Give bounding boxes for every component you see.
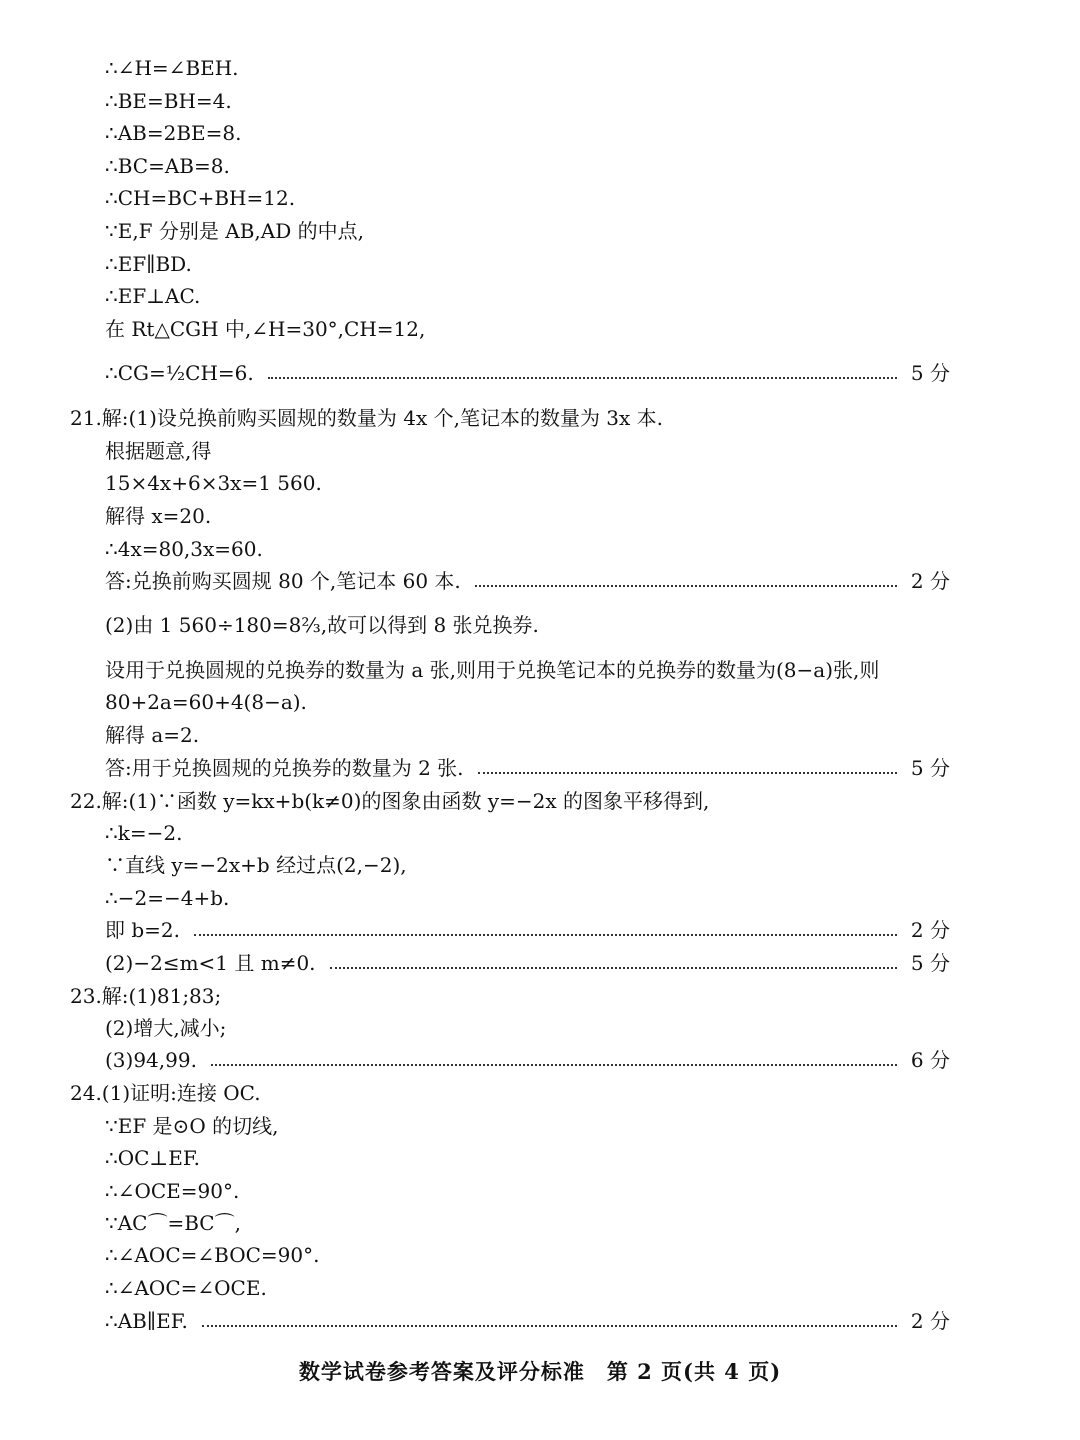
text-line: 在 Rt△CGH 中,∠H=30°,CH=12, xyxy=(105,317,426,341)
text-line: 答:兑换前购买圆规 80 个,笔记本 60 本. xyxy=(105,569,461,593)
text-line: ∴AB=2BE=8. xyxy=(105,121,242,145)
score-label: 5 分 xyxy=(910,756,950,780)
text-line: 15×4x+6×3x=1 560. xyxy=(105,471,322,495)
score-line xyxy=(105,360,950,386)
text-line: ∴∠OCE=90°. xyxy=(105,1179,240,1203)
leader-dots xyxy=(202,1325,897,1327)
score-label: 6 分 xyxy=(910,1048,950,1072)
text-line: (2)−2≤m<1 且 m≠0. xyxy=(105,951,316,975)
leader-dots xyxy=(330,967,897,969)
text-line: 解得 x=20. xyxy=(105,504,212,528)
score-label: 5 分 xyxy=(910,951,950,975)
text-line: ∵直线 y=−2x+b 经过点(2,−2), xyxy=(105,853,407,877)
text-line: ∴∠H=∠BEH. xyxy=(105,56,239,80)
question-21-heading: 21.解:(1)设兑换前购买圆规的数量为 4x 个,笔记本的数量为 3x 本. xyxy=(70,406,664,430)
text-line: ∵AC⌒=BC⌒, xyxy=(105,1211,241,1235)
text-line: ∴BC=AB=8. xyxy=(105,154,230,178)
text-line: ∵E,F 分别是 AB,AD 的中点, xyxy=(105,219,364,243)
score-line xyxy=(105,1047,950,1073)
score-label: 2 分 xyxy=(910,918,950,942)
score-line xyxy=(105,917,950,943)
score-label: 2 分 xyxy=(910,1309,950,1333)
score-label: 5 分 xyxy=(910,361,950,385)
text-line: (2)由 1 560÷180=8⅔,故可以得到 8 张兑换券. xyxy=(105,613,539,637)
text-line: ∵EF 是⊙O 的切线, xyxy=(105,1114,279,1138)
text-line: ∴∠AOC=∠BOC=90°. xyxy=(105,1243,320,1267)
score-line xyxy=(105,568,950,594)
text-line: ∴CH=BC+BH=12. xyxy=(105,186,296,210)
leader-dots xyxy=(478,772,897,774)
score-line xyxy=(105,1308,950,1334)
question-22-heading: 22.解:(1)∵函数 y=kx+b(k≠0)的图象由函数 y=−2x 的图象平移得到, xyxy=(70,789,710,813)
leader-dots xyxy=(194,934,897,936)
text-line: ∴EF∥BD. xyxy=(105,252,192,276)
text-line: ∴∠AOC=∠OCE. xyxy=(105,1276,267,1300)
text-line: 答:用于兑换圆规的兑换券的数量为 2 张. xyxy=(105,756,464,780)
score-line xyxy=(105,755,950,781)
text-line: (2)增大,减小; xyxy=(105,1016,227,1040)
text-line: ∴AB∥EF. xyxy=(105,1309,188,1333)
text-line: 设用于兑换圆规的兑换券的数量为 a 张,则用于兑换笔记本的兑换券的数量为(8−a)张,则 80+2a=60+4(8−a). xyxy=(105,658,880,714)
text-line: ∴BE=BH=4. xyxy=(105,89,232,113)
text-line: 即 b=2. xyxy=(105,918,180,942)
text-line: ∴k=−2. xyxy=(105,821,183,845)
score-label: 2 分 xyxy=(910,569,950,593)
question-23-heading: 23.解:(1)81;83; xyxy=(70,984,222,1008)
question-24-heading: 24.(1)证明:连接 OC. xyxy=(70,1081,261,1105)
text-line: ∴OC⊥EF. xyxy=(105,1146,200,1170)
text-line: (3)94,99. xyxy=(105,1048,197,1072)
text-line: ∴EF⊥AC. xyxy=(105,284,201,308)
text-line: ∴CG=½CH=6. xyxy=(105,361,254,385)
score-line xyxy=(105,950,950,976)
page-footer: 数学试卷参考答案及评分标准 第 2 页(共 4 页) xyxy=(298,1359,782,1384)
text-line: ∴−2=−4+b. xyxy=(105,886,230,910)
leader-dots xyxy=(475,585,897,587)
text-line: 解得 a=2. xyxy=(105,723,200,747)
leader-dots xyxy=(211,1064,897,1066)
leader-dots xyxy=(268,377,897,379)
text-line: ∴4x=80,3x=60. xyxy=(105,537,263,561)
text-line: 根据题意,得 xyxy=(105,439,212,463)
